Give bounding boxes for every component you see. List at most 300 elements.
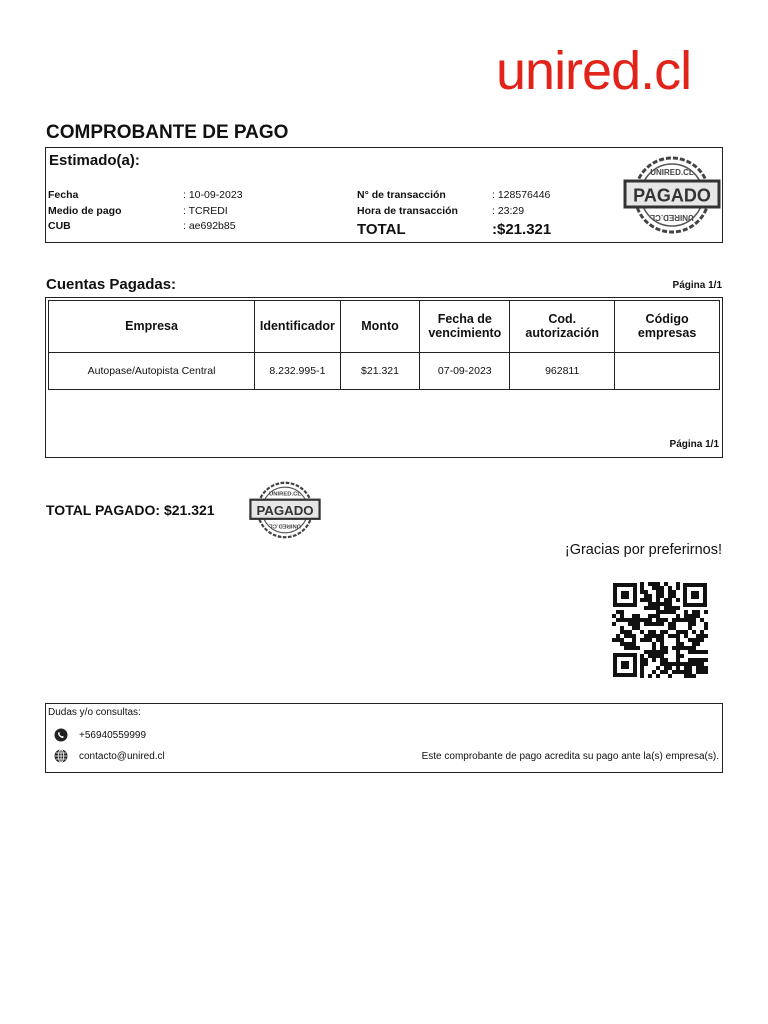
qr-module — [624, 642, 628, 646]
cub-label: CUB — [48, 220, 71, 232]
qr-module — [688, 666, 692, 670]
qr-module — [648, 614, 652, 618]
qr-module — [680, 618, 684, 622]
qr-module — [696, 662, 700, 666]
medio-pago-value: : TCREDI — [183, 205, 228, 217]
cell-cod-autorizacion: 962811 — [510, 353, 615, 390]
contact-box — [45, 703, 723, 773]
qr-module — [648, 634, 652, 638]
qr-module — [644, 662, 648, 666]
qr-module — [648, 602, 652, 606]
qr-module — [676, 586, 680, 590]
qr-module — [692, 614, 696, 618]
qr-module — [672, 594, 676, 598]
qr-module — [668, 634, 672, 638]
qr-module — [672, 618, 676, 622]
page-indicator-bottom: Página 1/1 — [669, 439, 719, 450]
qr-module — [672, 662, 676, 666]
qr-module — [696, 666, 700, 670]
qr-module — [656, 602, 660, 606]
qr-module — [676, 634, 680, 638]
qr-module — [696, 642, 700, 646]
qr-module — [668, 610, 672, 614]
cell-identificador: 8.232.995-1 — [255, 353, 341, 390]
thank-you-message: ¡Gracias por preferirnos! — [564, 542, 722, 558]
qr-module — [636, 614, 640, 618]
qr-module — [676, 646, 680, 650]
qr-module — [680, 662, 684, 666]
qr-module — [640, 658, 644, 662]
qr-module — [660, 650, 664, 654]
qr-module — [652, 606, 656, 610]
qr-module — [620, 610, 624, 614]
qr-module — [648, 582, 652, 586]
qr-module — [700, 630, 704, 634]
cell-monto: $21.321 — [340, 353, 420, 390]
qr-module — [652, 602, 656, 606]
qr-module — [692, 658, 696, 662]
qr-module — [668, 602, 672, 606]
qr-module — [668, 666, 672, 670]
hora-label: Hora de transacción — [357, 205, 458, 217]
qr-module — [612, 638, 616, 642]
qr-module — [640, 638, 644, 642]
qr-module — [612, 614, 616, 618]
qr-module — [676, 654, 680, 658]
qr-module — [704, 670, 708, 674]
total-value: :$21.321 — [492, 221, 552, 238]
qr-module — [660, 634, 664, 638]
qr-module — [640, 590, 644, 594]
qr-module — [684, 610, 688, 614]
qr-module — [648, 622, 652, 626]
qr-module — [624, 646, 628, 650]
qr-module — [664, 606, 668, 610]
qr-module — [676, 630, 680, 634]
qr-module — [684, 618, 688, 622]
qr-module — [660, 630, 664, 634]
qr-module — [700, 638, 704, 642]
qr-module — [696, 614, 700, 618]
qr-module — [676, 618, 680, 622]
cell-fecha-vencimiento: 07-09-2023 — [420, 353, 510, 390]
svg-text:UNIRED.CL: UNIRED.CL — [269, 491, 301, 498]
qr-module — [644, 618, 648, 622]
qr-module — [632, 614, 636, 618]
hora-value: : 23:29 — [492, 205, 525, 217]
col-codigo-empresas: Código empresas — [615, 301, 720, 353]
qr-module — [664, 598, 668, 602]
qr-module — [672, 670, 676, 674]
total-label: TOTAL — [357, 221, 406, 238]
qr-module — [660, 638, 664, 642]
qr-module — [624, 630, 628, 634]
qr-module — [624, 634, 628, 638]
qr-module — [644, 594, 648, 598]
qr-module — [664, 646, 668, 650]
qr-module — [656, 594, 660, 598]
qr-module — [668, 586, 672, 590]
email-address[interactable]: contacto@unired.cl — [79, 750, 165, 762]
qr-module — [684, 646, 688, 650]
medio-pago-label: Medio de pago — [48, 205, 122, 217]
qr-module — [636, 646, 640, 650]
qr-module — [676, 666, 680, 670]
whatsapp-icon — [54, 728, 68, 742]
cell-codigo-empresas — [615, 353, 720, 390]
qr-module — [648, 618, 652, 622]
qr-module — [680, 646, 684, 650]
phone-number[interactable]: +56940559999 — [79, 729, 147, 741]
qr-module — [660, 670, 664, 674]
qr-module — [700, 658, 704, 662]
qr-module — [700, 650, 704, 654]
fecha-value: : 10-09-2023 — [183, 189, 243, 201]
qr-module — [652, 642, 656, 646]
qr-module — [616, 634, 620, 638]
qr-module — [680, 654, 684, 658]
svg-text:UNIRED.CL: UNIRED.CL — [650, 213, 694, 222]
qr-module — [696, 638, 700, 642]
qr-module — [688, 658, 692, 662]
qr-module — [672, 622, 676, 626]
qr-module — [628, 618, 632, 622]
qr-module — [624, 618, 628, 622]
qr-module — [656, 654, 660, 658]
qr-module — [628, 642, 632, 646]
col-fecha-vencimiento: Fecha de vencimiento — [420, 301, 510, 353]
qr-module — [664, 658, 668, 662]
qr-module — [640, 674, 644, 678]
qr-module — [664, 602, 668, 606]
qr-module — [616, 610, 620, 614]
qr-module — [648, 630, 652, 634]
qr-module — [676, 662, 680, 666]
qr-module — [628, 622, 632, 626]
qr-module — [672, 606, 676, 610]
qr-module — [704, 634, 708, 638]
qr-module — [620, 638, 624, 642]
qr-module — [644, 590, 648, 594]
qr-module — [676, 638, 680, 642]
qr-module — [648, 594, 652, 598]
qr-module — [656, 606, 660, 610]
qr-module — [644, 658, 648, 662]
qr-module — [656, 638, 660, 642]
qr-module — [696, 658, 700, 662]
qr-module — [652, 582, 656, 586]
qr-module — [664, 610, 668, 614]
qr-module — [684, 666, 688, 670]
qr-module — [640, 586, 644, 590]
qr-module — [632, 638, 636, 642]
qr-module — [620, 618, 624, 622]
document-title: COMPROBANTE DE PAGO — [46, 122, 289, 143]
qr-module — [660, 654, 664, 658]
qr-module — [640, 598, 644, 602]
transaccion-label: N° de transacción — [357, 189, 446, 201]
qr-module — [668, 674, 672, 678]
qr-module — [692, 642, 696, 646]
qr-module — [644, 634, 648, 638]
qr-module — [692, 610, 696, 614]
qr-module — [688, 650, 692, 654]
qr-module — [656, 674, 660, 678]
cub-value: : ae692b85 — [183, 220, 236, 232]
qr-module — [672, 646, 676, 650]
qr-module — [612, 622, 616, 626]
qr-module — [660, 618, 664, 622]
qr-module — [700, 634, 704, 638]
qr-module — [652, 650, 656, 654]
qr-module — [652, 670, 656, 674]
qr-module — [656, 650, 660, 654]
qr-module — [676, 650, 680, 654]
qr-module — [628, 630, 632, 634]
qr-module — [616, 618, 620, 622]
qr-module — [700, 662, 704, 666]
col-empresa: Empresa — [49, 301, 255, 353]
qr-module — [632, 642, 636, 646]
cuentas-table-box — [45, 297, 723, 458]
qr-module — [648, 674, 652, 678]
qr-module — [688, 618, 692, 622]
qr-module — [676, 642, 680, 646]
qr-module — [648, 650, 652, 654]
qr-module — [688, 662, 692, 666]
qr-module — [700, 670, 704, 674]
qr-module — [660, 602, 664, 606]
qr-module — [644, 606, 648, 610]
qr-module — [704, 650, 708, 654]
qr-module — [660, 590, 664, 594]
qr-module — [692, 662, 696, 666]
qr-module — [656, 610, 660, 614]
qr-module — [676, 658, 680, 662]
qr-module — [684, 630, 688, 634]
qr-module — [668, 622, 672, 626]
qr-module — [640, 630, 644, 634]
cuentas-table — [48, 300, 720, 390]
fecha-label: Fecha — [48, 189, 79, 201]
qr-module — [668, 626, 672, 630]
qr-module — [676, 606, 680, 610]
qr-module — [628, 634, 632, 638]
payment-summary-box — [45, 147, 723, 243]
qr-module — [684, 614, 688, 618]
svg-text:UNIRED.CL: UNIRED.CL — [269, 522, 301, 529]
qr-module — [620, 626, 624, 630]
svg-text:UNIRED.CL: UNIRED.CL — [650, 168, 694, 177]
qr-module — [620, 630, 624, 634]
qr-module — [664, 650, 668, 654]
qr-module — [652, 634, 656, 638]
qr-module — [652, 646, 656, 650]
qr-module — [676, 598, 680, 602]
table-header-row — [49, 301, 720, 353]
qr-module — [616, 638, 620, 642]
qr-module — [632, 618, 636, 622]
transaccion-value: : 128576446 — [492, 189, 551, 201]
qr-module — [648, 598, 652, 602]
qr-module — [660, 586, 664, 590]
qr-module — [664, 670, 668, 674]
qr-module — [620, 614, 624, 618]
qr-module — [672, 634, 676, 638]
qr-module — [660, 594, 664, 598]
svg-text:PAGADO: PAGADO — [633, 185, 711, 206]
qr-module — [656, 614, 660, 618]
qr-module — [672, 610, 676, 614]
qr-module — [704, 666, 708, 670]
qr-module — [684, 662, 688, 666]
cuentas-pagadas-title: Cuentas Pagadas: — [46, 276, 177, 293]
qr-module — [640, 666, 644, 670]
qr-module — [644, 598, 648, 602]
pagado-stamp-icon — [619, 153, 725, 237]
qr-module — [688, 614, 692, 618]
qr-module — [700, 666, 704, 670]
col-cod-autorizacion: Cod. autorización — [510, 301, 615, 353]
qr-module — [652, 654, 656, 658]
email-line — [54, 749, 165, 763]
qr-module — [660, 610, 664, 614]
qr-module — [704, 626, 708, 630]
qr-module — [704, 610, 708, 614]
total-pagado: TOTAL PAGADO: $21.321 — [46, 502, 215, 518]
qr-module — [656, 586, 660, 590]
qr-module — [656, 582, 660, 586]
qr-module — [640, 654, 644, 658]
globe-icon — [54, 749, 68, 763]
page-indicator-top: Página 1/1 — [672, 280, 722, 291]
qr-module — [696, 670, 700, 674]
phone-line — [54, 728, 146, 742]
qr-module — [684, 634, 688, 638]
qr-module — [704, 622, 708, 626]
qr-module — [664, 630, 668, 634]
qr-module — [680, 670, 684, 674]
qr-module — [684, 674, 688, 678]
qr-module — [656, 618, 660, 622]
qr-module — [632, 622, 636, 626]
qr-module — [644, 622, 648, 626]
qr-module — [620, 642, 624, 646]
qr-module — [676, 614, 680, 618]
qr-module — [640, 582, 644, 586]
qr-module — [680, 642, 684, 646]
qr-module — [644, 638, 648, 642]
qr-module — [652, 622, 656, 626]
qr-module — [652, 630, 656, 634]
qr-module — [640, 618, 644, 622]
qr-module — [700, 618, 704, 622]
qr-module — [628, 646, 632, 650]
qr-module — [696, 634, 700, 638]
qr-module — [668, 662, 672, 666]
qr-module — [652, 586, 656, 590]
qr-module — [636, 622, 640, 626]
qr-module — [668, 598, 672, 602]
qr-module — [676, 582, 680, 586]
qr-module — [656, 622, 660, 626]
qr-module — [632, 646, 636, 650]
qr-module — [672, 590, 676, 594]
qr-module — [636, 618, 640, 622]
pagado-stamp-small-icon — [246, 476, 324, 544]
qr-module — [648, 638, 652, 642]
greeting: Estimado(a): — [49, 152, 140, 169]
qr-module — [684, 670, 688, 674]
qr-module — [676, 670, 680, 674]
qr-module — [652, 614, 656, 618]
qr-module — [648, 654, 652, 658]
qr-module — [656, 598, 660, 602]
qr-module — [648, 606, 652, 610]
unired-logo: unired.cl — [496, 41, 692, 101]
dudas-label: Dudas y/o consultas: — [48, 707, 141, 718]
qr-module — [692, 646, 696, 650]
qr-module — [664, 666, 668, 670]
qr-module — [640, 662, 644, 666]
qr-module — [660, 646, 664, 650]
qr-module — [692, 618, 696, 622]
qr-module — [660, 662, 664, 666]
col-identificador: Identificador — [255, 301, 341, 353]
qr-module — [664, 618, 668, 622]
qr-module — [672, 626, 676, 630]
qr-module — [692, 622, 696, 626]
qr-module — [656, 666, 660, 670]
col-monto: Monto — [340, 301, 420, 353]
qr-module — [688, 626, 692, 630]
qr-module — [640, 670, 644, 674]
qr-module — [688, 674, 692, 678]
qr-code-icon — [612, 582, 708, 678]
cell-empresa: Autopase/Autopista Central — [49, 353, 255, 390]
qr-module — [692, 630, 696, 634]
qr-module — [664, 662, 668, 666]
qr-module — [680, 630, 684, 634]
qr-module — [644, 650, 648, 654]
receipt-note: Este comprobante de pago acredita su pago ante la(s) empresa(s). — [421, 751, 719, 762]
qr-module — [656, 590, 660, 594]
table-row — [49, 353, 720, 390]
qr-module — [696, 610, 700, 614]
qr-module — [660, 658, 664, 662]
qr-module — [632, 634, 636, 638]
qr-module — [668, 606, 672, 610]
qr-module — [688, 638, 692, 642]
qr-module — [692, 674, 696, 678]
qr-module — [668, 594, 672, 598]
qr-module — [660, 622, 664, 626]
qr-module — [688, 670, 692, 674]
qr-module — [652, 658, 656, 662]
qr-module — [696, 650, 700, 654]
qr-module — [664, 582, 668, 586]
qr-module — [668, 590, 672, 594]
qr-module — [636, 626, 640, 630]
qr-module — [632, 626, 636, 630]
qr-module — [692, 650, 696, 654]
qr-module — [656, 634, 660, 638]
qr-module — [688, 646, 692, 650]
qr-module — [704, 658, 708, 662]
qr-module — [688, 622, 692, 626]
qr-module — [692, 638, 696, 642]
svg-text:PAGADO: PAGADO — [256, 502, 314, 518]
